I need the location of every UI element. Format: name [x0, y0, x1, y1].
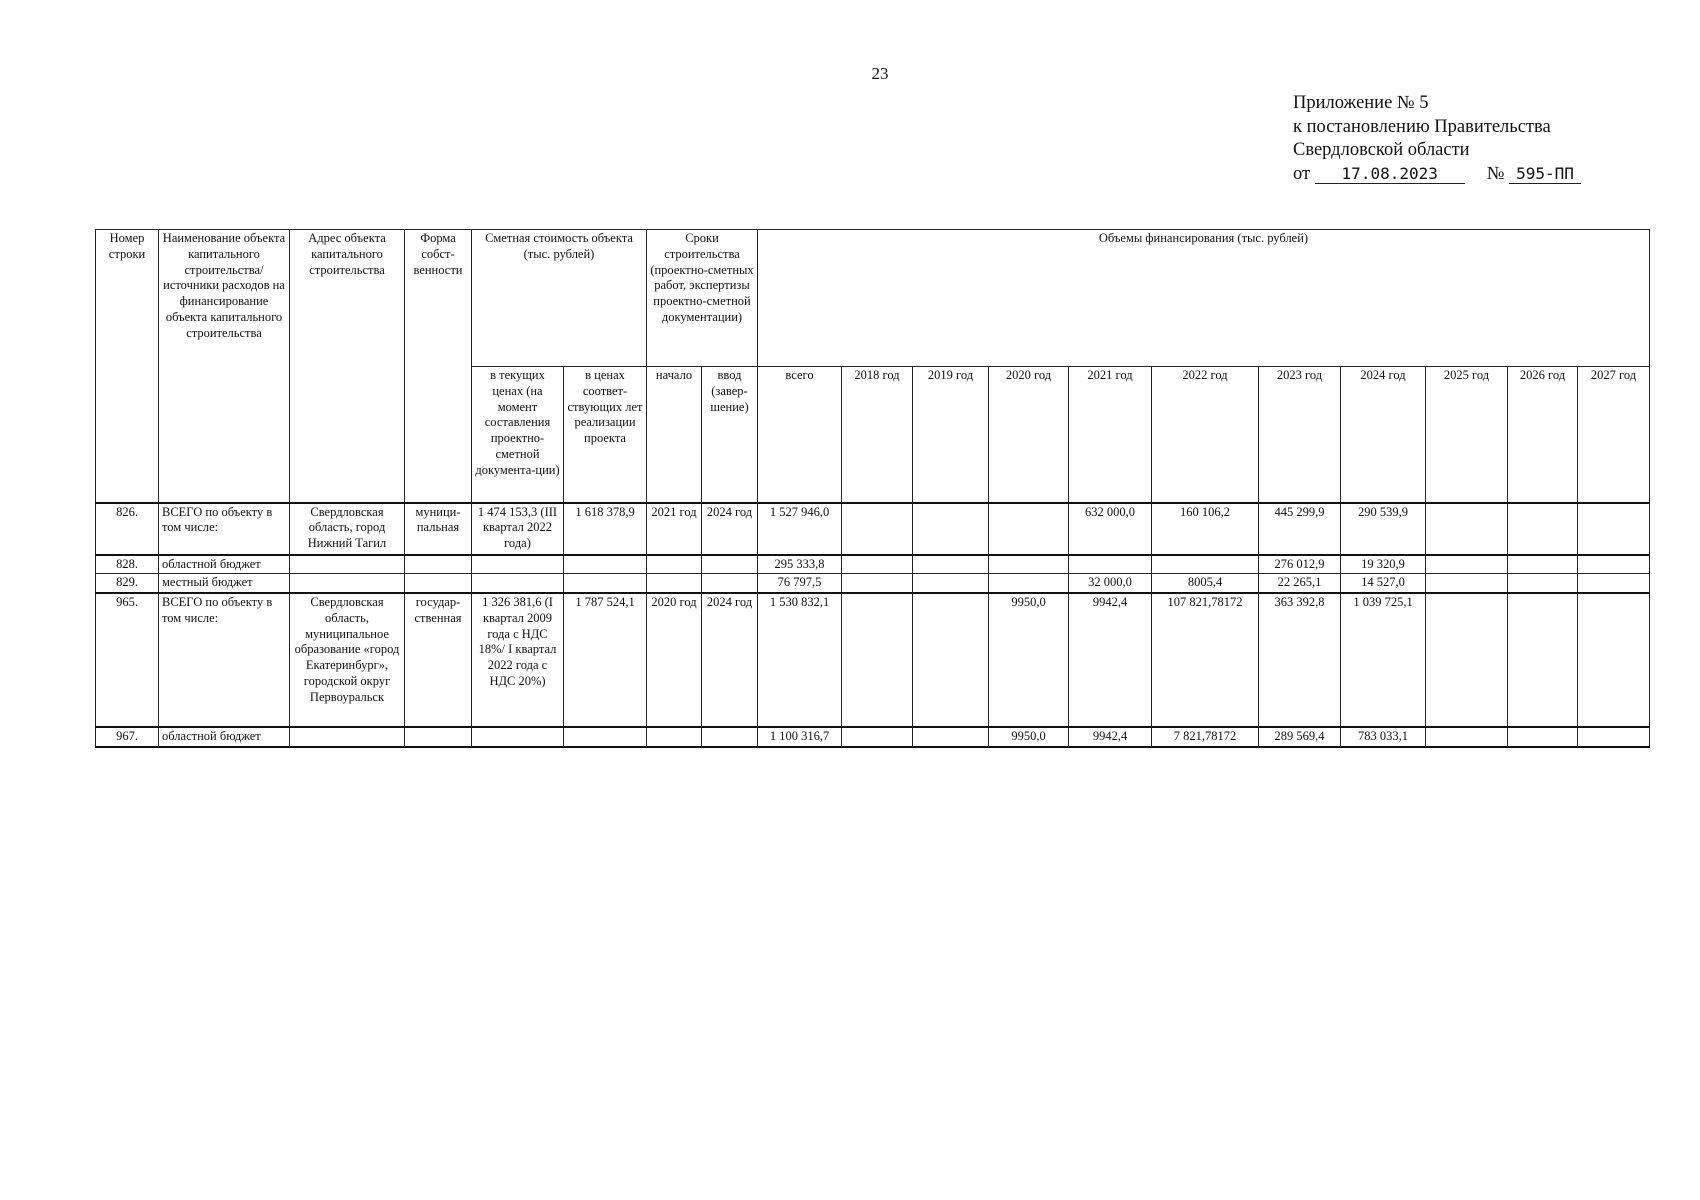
- cell-total: 76 797,5: [758, 574, 842, 593]
- cell-2027: [1578, 593, 1650, 727]
- cell-2019: [913, 555, 989, 574]
- cell-2026: [1508, 503, 1578, 555]
- header-object-name: Наименование объекта капитального строительства/ источники расходов на финансирование объекта капитального строительства: [159, 230, 290, 503]
- cell-2020: [989, 503, 1069, 555]
- appendix-subtitle: к постановлению Правительства: [1293, 116, 1551, 137]
- cell-2020: 9950,0: [989, 727, 1069, 747]
- cell-start: 2020 год: [647, 593, 702, 727]
- cell-2018: [842, 503, 913, 555]
- cell-total: 1 527 946,0: [758, 503, 842, 555]
- cell-end: 2024 год: [702, 503, 758, 555]
- cell-2027: [1578, 503, 1650, 555]
- cell-cost-years: [564, 574, 647, 593]
- header-cost-current-prices: в текущих ценах (на момент составления проектно-сметной документа-ции): [472, 367, 564, 503]
- header-year-2023: 2023 год: [1259, 367, 1341, 503]
- financing-table: [95, 229, 1650, 748]
- cell-2023: 445 299,9: [1259, 503, 1341, 555]
- cell-object-address: [290, 555, 405, 574]
- cell-end: 2024 год: [702, 593, 758, 727]
- header-year-2026: 2026 год: [1508, 367, 1578, 503]
- header-year-2022: 2022 год: [1152, 367, 1259, 503]
- cell-total: 1 100 316,7: [758, 727, 842, 747]
- header-end: ввод (завер-шение): [702, 367, 758, 503]
- cell-cost-years: 1 618 378,9: [564, 503, 647, 555]
- header-year-2024: 2024 год: [1341, 367, 1426, 503]
- cell-2020: 9950,0: [989, 593, 1069, 727]
- header-funding-volumes: Объемы финансирования (тыс. рублей): [758, 230, 1650, 367]
- cell-2023: 276 012,9: [1259, 555, 1341, 574]
- header-year-2025: 2025 год: [1426, 367, 1508, 503]
- cell-2022: 8005,4: [1152, 574, 1259, 593]
- cell-cost-current: 1 474 153,3 (III квартал 2022 года): [472, 503, 564, 555]
- header-start: начало: [647, 367, 702, 503]
- cell-2025: [1426, 574, 1508, 593]
- header-year-2021: 2021 год: [1069, 367, 1152, 503]
- cell-start: [647, 574, 702, 593]
- cell-object-name: местный бюджет: [159, 574, 290, 593]
- cell-2021: 9942,4: [1069, 727, 1152, 747]
- cell-cost-years: [564, 555, 647, 574]
- cell-2019: [913, 574, 989, 593]
- cell-object-address: Свердловская область, город Нижний Тагил: [290, 503, 405, 555]
- header-cost-project-years: в ценах соответ-ствующих лет реализации проекта: [564, 367, 647, 503]
- cell-cost-current: [472, 727, 564, 747]
- cell-cost-current: 1 326 381,6 (I квартал 2009 года с НДС 18%/ I квартал 2022 года с НДС 20%): [472, 593, 564, 727]
- appendix-title: Приложение № 5: [1293, 93, 1429, 113]
- cell-start: [647, 555, 702, 574]
- cell-2021: [1069, 555, 1152, 574]
- cell-2025: [1426, 555, 1508, 574]
- header-year-2019: 2019 год: [913, 367, 989, 503]
- cell-ownership-form: государ-ственная: [405, 593, 472, 727]
- cell-2027: [1578, 555, 1650, 574]
- cell-total: 1 530 832,1: [758, 593, 842, 727]
- header-year-2020: 2020 год: [989, 367, 1069, 503]
- table-row: [96, 555, 1650, 574]
- cell-cost-current: [472, 555, 564, 574]
- cell-row-number: 967.: [96, 727, 159, 747]
- cell-2026: [1508, 593, 1578, 727]
- cell-2021: 32 000,0: [1069, 574, 1152, 593]
- cell-object-name: областной бюджет: [159, 727, 290, 747]
- cell-start: 2021 год: [647, 503, 702, 555]
- cell-2025: [1426, 503, 1508, 555]
- appendix-signature-row: [1293, 163, 1581, 187]
- cell-object-name: ВСЕГО по объекту в том числе:: [159, 503, 290, 555]
- cell-2024: 290 539,9: [1341, 503, 1426, 555]
- cell-cost-current: [472, 574, 564, 593]
- cell-2025: [1426, 593, 1508, 727]
- cell-cost-years: 1 787 524,1: [564, 593, 647, 727]
- cell-object-address: [290, 727, 405, 747]
- cell-cost-years: [564, 727, 647, 747]
- cell-2026: [1508, 574, 1578, 593]
- cell-ownership-form: [405, 727, 472, 747]
- cell-2022: 160 106,2: [1152, 503, 1259, 555]
- cell-object-address: [290, 574, 405, 593]
- cell-2026: [1508, 555, 1578, 574]
- cell-2027: [1578, 727, 1650, 747]
- cell-ownership-form: [405, 555, 472, 574]
- cell-end: [702, 555, 758, 574]
- cell-start: [647, 727, 702, 747]
- cell-object-name: областной бюджет: [159, 555, 290, 574]
- cell-object-address: Свердловская область, муниципальное образование «город Екатеринбург», городской округ Первоуральск: [290, 593, 405, 727]
- cell-2024: 14 527,0: [1341, 574, 1426, 593]
- table-row: [96, 727, 1650, 747]
- cell-object-name: ВСЕГО по объекту в том числе:: [159, 593, 290, 727]
- header-construction-terms: Сроки строительства (проектно-сметных работ, экспертизы проектно-сметной документации): [647, 230, 758, 367]
- resolution-date: 17.08.2023: [1315, 165, 1465, 184]
- header-year-2018: 2018 год: [842, 367, 913, 503]
- cell-2022: 7 821,78172: [1152, 727, 1259, 747]
- cell-row-number: 828.: [96, 555, 159, 574]
- cell-end: [702, 727, 758, 747]
- appendix-block: [1293, 92, 1581, 186]
- header-total: всего: [758, 367, 842, 503]
- cell-2019: [913, 727, 989, 747]
- cell-2025: [1426, 727, 1508, 747]
- cell-2024: 19 320,9: [1341, 555, 1426, 574]
- cell-2024: 1 039 725,1: [1341, 593, 1426, 727]
- table-row: [96, 574, 1650, 593]
- appendix-region: Свердловской области: [1293, 140, 1470, 160]
- header-object-address: Адрес объекта капитального строительства: [290, 230, 405, 503]
- header-ownership-form: Форма собст-венности: [405, 230, 472, 503]
- cell-2018: [842, 727, 913, 747]
- table-row: [96, 503, 1650, 555]
- cell-2027: [1578, 574, 1650, 593]
- cell-ownership-form: [405, 574, 472, 593]
- cell-2020: [989, 555, 1069, 574]
- cell-2023: 22 265,1: [1259, 574, 1341, 593]
- page-number: 23: [871, 64, 889, 83]
- cell-ownership-form: муници-пальная: [405, 503, 472, 555]
- cell-2021: 632 000,0: [1069, 503, 1152, 555]
- cell-2018: [842, 555, 913, 574]
- cell-total: 295 333,8: [758, 555, 842, 574]
- cell-2019: [913, 503, 989, 555]
- cell-2019: [913, 593, 989, 727]
- cell-2026: [1508, 727, 1578, 747]
- header-estimated-cost: Сметная стоимость объекта (тыс. рублей): [472, 230, 647, 367]
- cell-2018: [842, 574, 913, 593]
- cell-2021: 9942,4: [1069, 593, 1152, 727]
- cell-2023: 363 392,8: [1259, 593, 1341, 727]
- header-year-2027: 2027 год: [1578, 367, 1650, 503]
- cell-row-number: 965.: [96, 593, 159, 727]
- cell-row-number: 829.: [96, 574, 159, 593]
- cell-end: [702, 574, 758, 593]
- cell-2023: 289 569,4: [1259, 727, 1341, 747]
- header-row-number: Номер строки: [96, 230, 159, 503]
- cell-2022: [1152, 555, 1259, 574]
- table-row: [96, 593, 1650, 727]
- cell-2022: 107 821,78172: [1152, 593, 1259, 727]
- resolution-number: 595-ПП: [1509, 165, 1581, 184]
- cell-2020: [989, 574, 1069, 593]
- cell-2024: 783 033,1: [1341, 727, 1426, 747]
- cell-row-number: 826.: [96, 503, 159, 555]
- date-prefix: от: [1293, 163, 1311, 184]
- cell-2018: [842, 593, 913, 727]
- number-prefix: №: [1486, 163, 1505, 184]
